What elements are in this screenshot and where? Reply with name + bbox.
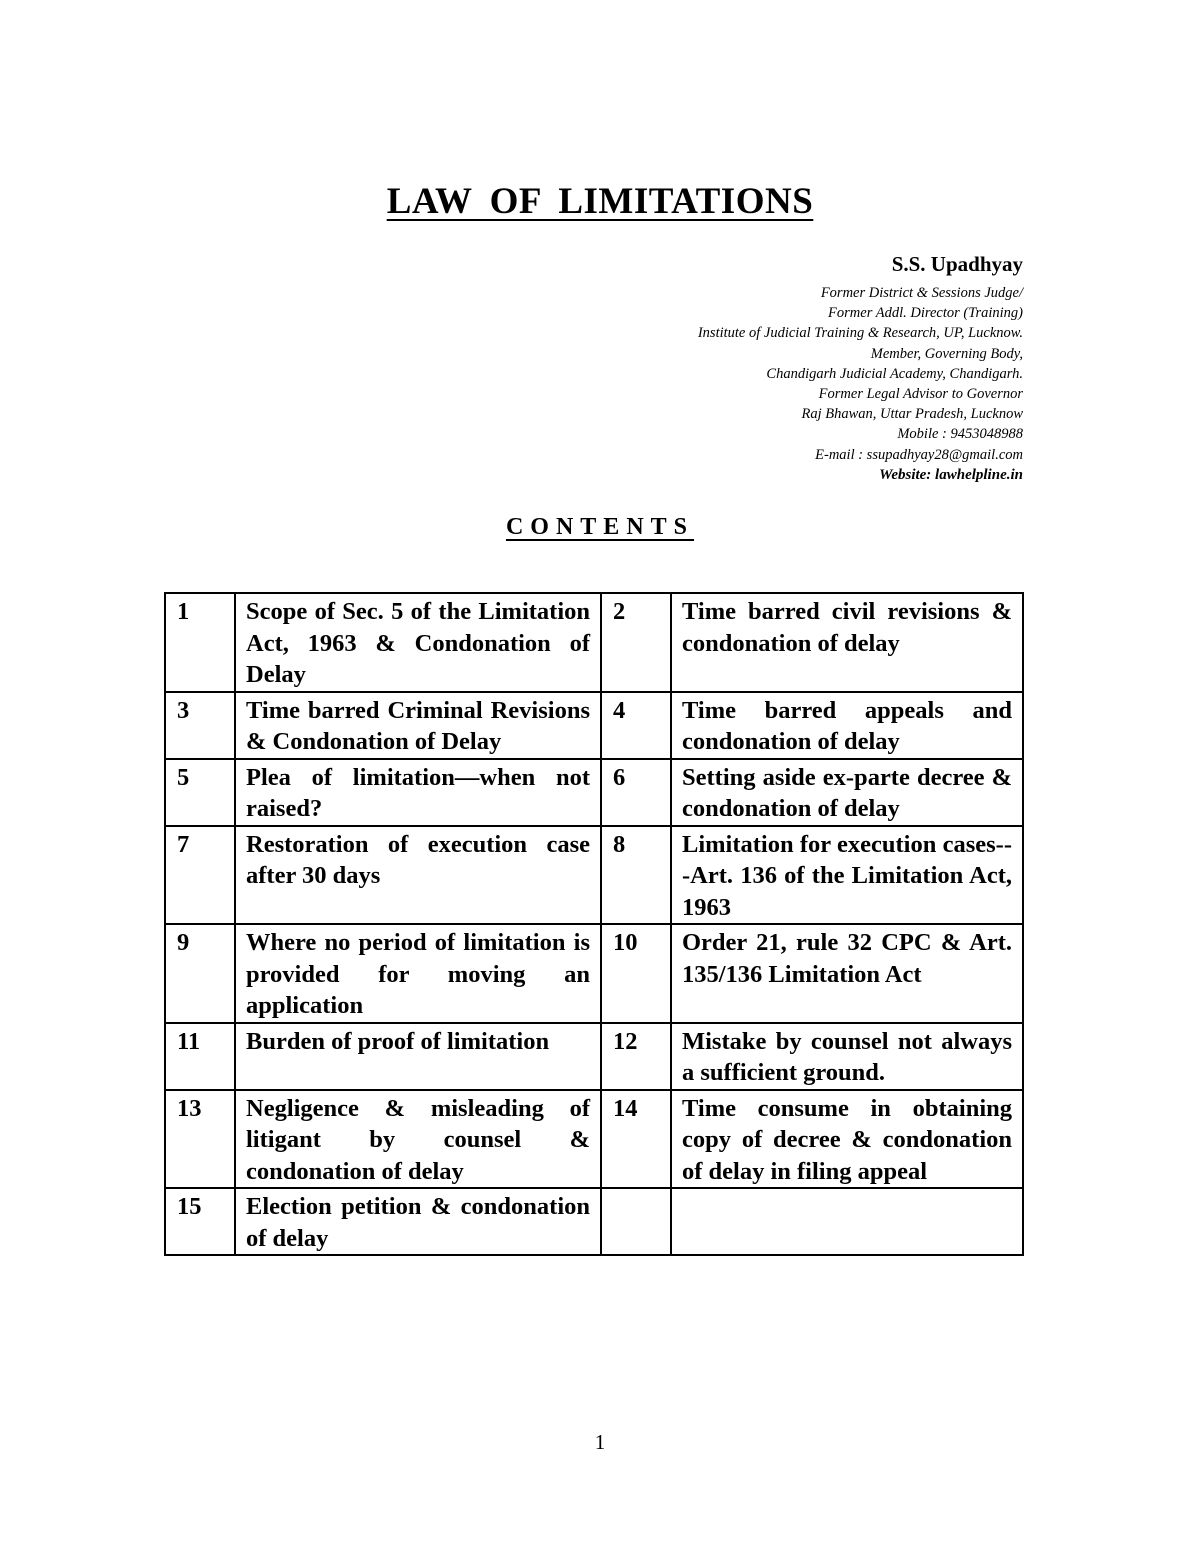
topic-number: 10 <box>601 924 671 1023</box>
table-row <box>165 1188 1023 1255</box>
topic-number: 9 <box>165 924 235 1023</box>
topic-number: 6 <box>601 759 671 826</box>
topic-number: 11 <box>165 1023 235 1090</box>
table-row <box>165 692 1023 759</box>
author-credential-line: Institute of Judicial Training & Research, UP, Lucknow. <box>697 325 1023 342</box>
topic-title: Limitation for execution cases---Art. 136 of the Limitation Act, 1963 <box>671 826 1023 925</box>
author-credential-line: Former District & Sessions Judge/ <box>820 285 1023 301</box>
topic-title: Time barred civil revisions & condonation of delay <box>671 593 1023 692</box>
topic-title: Time barred Criminal Revisions & Condonation of Delay <box>235 692 601 759</box>
author-credential-line: Former Addl. Director (Training) <box>828 305 1023 322</box>
table-row <box>165 1090 1023 1189</box>
topic-title: Restoration of execution case after 30 days <box>235 826 601 925</box>
topic-number: 5 <box>165 759 235 826</box>
topic-title-empty <box>671 1188 1023 1255</box>
topic-number: 3 <box>165 692 235 759</box>
topic-number: 7 <box>165 826 235 925</box>
topic-number: 8 <box>601 826 671 925</box>
topic-number: 15 <box>165 1188 235 1255</box>
topic-title: Scope of Sec. 5 of the Limitation Act, 1963 & Condonation of Delay <box>235 593 601 692</box>
author-credential-line: Member, Governing Body, <box>870 345 1023 362</box>
table-row <box>165 826 1023 925</box>
topic-number: 12 <box>601 1023 671 1090</box>
topic-title: Where no period of limitation is provided for moving an application <box>235 924 601 1023</box>
topic-number: 2 <box>601 593 671 692</box>
topic-number-empty <box>601 1188 671 1255</box>
table-row <box>165 593 1023 692</box>
topic-title: Time barred appeals and condonation of delay <box>671 692 1023 759</box>
author-block <box>698 251 1023 485</box>
author-credential-line: Chandigarh Judicial Academy, Chandigarh. <box>766 365 1023 382</box>
table-row <box>165 924 1023 1023</box>
page-number: 1 <box>594 1430 606 1454</box>
author-name: S.S. Upadhyay <box>891 252 1023 276</box>
contents-heading-text: CONTENTS <box>505 514 695 540</box>
table-row <box>165 759 1023 826</box>
topic-number: 4 <box>601 692 671 759</box>
topic-number: 1 <box>165 593 235 692</box>
topic-title: Burden of proof of limitation <box>235 1023 601 1090</box>
contents-table <box>164 592 1024 1256</box>
author-website: Website: lawhelpline.in <box>879 466 1023 483</box>
topic-title: Mistake by counsel not always a sufficient ground. <box>671 1023 1023 1090</box>
document-title-text: LAW OF LIMITATIONS <box>386 181 814 222</box>
author-credential-line: Former Legal Advisor to Governor <box>818 386 1023 403</box>
topic-title: Plea of limitation—when not raised? <box>235 759 601 826</box>
author-mobile: Mobile : 9453048988 <box>897 426 1023 443</box>
document-title <box>0 180 1200 223</box>
contents-heading <box>0 514 1200 541</box>
topic-number: 13 <box>165 1090 235 1189</box>
topic-title: Election petition & condonation of delay <box>235 1188 601 1255</box>
topic-title: Time consume in obtaining copy of decree & condonation of delay in filing appeal <box>671 1090 1023 1189</box>
table-row <box>165 1023 1023 1090</box>
topic-title: Setting aside ex-parte decree & condonation of delay <box>671 759 1023 826</box>
topic-title: Negligence & misleading of litigant by counsel & condonation of delay <box>235 1090 601 1189</box>
topic-title: Order 21, rule 32 CPC & Art. 135/136 Limitation Act <box>671 924 1023 1023</box>
author-credential-line: Raj Bhawan, Uttar Pradesh, Lucknow <box>801 406 1023 423</box>
author-email: E-mail : ssupadhyay28@gmail.com <box>815 446 1023 463</box>
topic-number: 14 <box>601 1090 671 1189</box>
